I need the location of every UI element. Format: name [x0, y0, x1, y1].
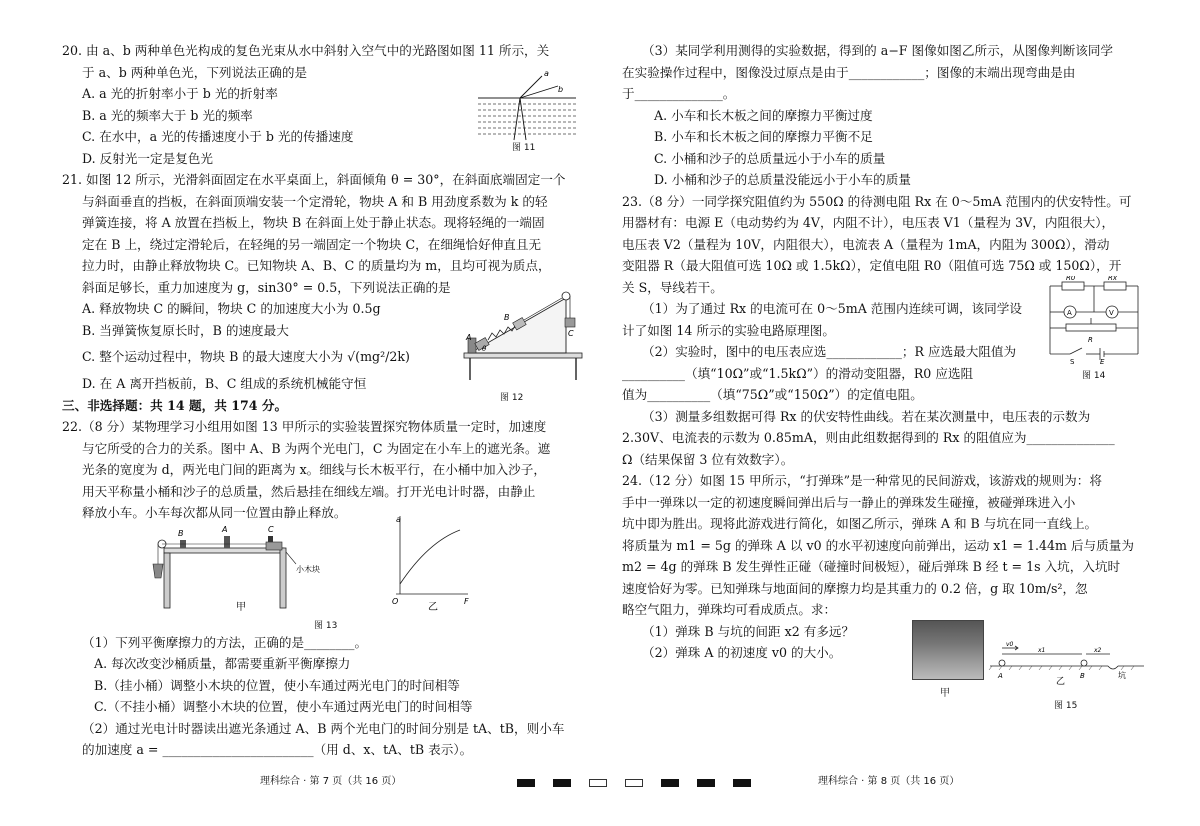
option-line: A. 释放物块 C 的瞬间，物块 C 的加速度大小为 0.5g: [82, 301, 381, 316]
text-line: Ω（结果保留 3 位有效数字）。: [622, 451, 794, 467]
fig13-axis-a: a: [396, 515, 401, 524]
mark-block: [517, 779, 535, 787]
text-line: 20. 由 a、b 两种单色光构成的复色光束从水中斜射入空气中的光路图如图 11 所示，关: [62, 43, 550, 58]
fig13-block-label: 小木块: [296, 565, 320, 574]
fig14-caption: 图 14: [1082, 371, 1106, 381]
print-marks: [508, 772, 760, 791]
option-line: B. 小车和长木板之间的摩擦力平衡不足: [654, 129, 873, 144]
fig12-label-a: A: [466, 333, 472, 342]
text-line: 定在 B 上，绕过定滑轮后，在轻绳的另一端固定一个物块 C，在细绳恰好伸直且无: [82, 236, 542, 252]
fig13-yi: 乙: [428, 602, 438, 612]
text-line: 的加速度 a = ________________________（用 d、x、tA、tB 表示）。: [82, 742, 473, 757]
mark-block: [589, 779, 607, 787]
text-line: 于______________。: [622, 86, 736, 101]
option-line: A. a 光的折射率小于 b 光的折射率: [82, 86, 278, 101]
option-line: D. 反射光一定是复色光: [82, 150, 213, 166]
fig11-caption: 图 11: [512, 143, 536, 153]
text-line: 用天平称量小桶和沙子的总质量，然后悬挂在细线左端。打开光电计时器，由静止: [82, 483, 536, 499]
option-line: D. 小桶和沙子的总质量没能远小于小车的质量: [654, 172, 911, 187]
fig12-caption: 图 12: [500, 393, 524, 403]
mark-block: [553, 779, 571, 787]
option-line: D. 在 A 离开挡板前，B、C 组成的系统机械能守恒: [82, 376, 367, 391]
text-line: 与它所受的合力的关系。图中 A、B 为两个光电门，C 为固定在小车上的遮光条。遮: [82, 440, 551, 456]
fig15-a: A: [998, 672, 1003, 680]
mark-block: [733, 779, 751, 787]
option-line: A. 小车和长木板之间的摩擦力平衡过度: [654, 107, 873, 123]
text-line: 与斜面垂直的挡板，在斜面顶端安装一个定滑轮，物块 A 和 B 用劲度系数为 k 的轻: [82, 193, 548, 209]
figure-12: [458, 278, 588, 386]
text-line: （1）下列平衡摩擦力的方法，正确的是________。: [82, 634, 368, 650]
text-line: 速度恰好为零。已知弹珠与地面间的摩擦力均是其重力的 0.2 倍，g 取 10m/s²，忽: [622, 580, 1088, 596]
fig13-label-a: A: [222, 525, 228, 534]
fig12-label-b: B: [504, 313, 510, 322]
page-footer-left: 理科综合 · 第 7 页（共 16 页）: [260, 776, 402, 787]
fig15-jia: 甲: [940, 688, 950, 699]
text-line: 坑中即为胜出。现将此游戏进行简化，如图乙所示，弹珠 A 和 B 与坑在同一直线上。: [622, 516, 1098, 531]
fig13-origin: O: [392, 597, 399, 606]
text-line: 光条的宽度为 d，两光电门间的距离为 x。细线与长木板平行，在小桶中加入沙子，: [82, 462, 546, 477]
fig13-axis-f: F: [464, 597, 469, 606]
text-line: 24.（12 分）如图 15 甲所示，“打弹珠”是一种常见的民间游戏，该游戏的规则为：将: [622, 473, 1102, 488]
text-line: 斜面足够长，重力加速度为 g，sin30° = 0.5，下列说法正确的是: [82, 279, 451, 295]
figure-15-diagram: [988, 640, 1148, 688]
option-line: A. 每次改变沙桶质量，都需要重新平衡摩擦力: [94, 656, 351, 671]
text-line: （2）弹珠 A 的初速度 v0 的大小。: [642, 645, 842, 660]
fig15-caption: 图 15: [1054, 701, 1078, 711]
text-line: 电压表 V2（量程为 10V，内阻很大），电流表 A（量程为 1mA，内阻为 300Ω），滑动: [622, 236, 1110, 252]
text-line: 22.（8 分）某物理学习小组用如图 13 甲所示的实验装置探究物体质量一定时，加速度: [62, 419, 547, 434]
fig13-jia: 甲: [236, 602, 246, 612]
text-line: 23.（8 分）一同学探究阻值约为 550Ω 的待测电阻 Rx 在 0～5mA 范围内的伏安特性。可: [622, 193, 1132, 209]
fig14-r: R: [1088, 336, 1093, 344]
fig15-x2: x2: [1094, 647, 1102, 654]
text-line: 弹簧连接，将 A 放置在挡板上，物块 B 在斜面上处于静止状态。现将轻绳的一端固: [82, 215, 545, 230]
text-line: （2）通过光电计时器读出遮光条通过 A、B 两个光电门的时间分别是 tA、tB，则小车: [82, 720, 565, 736]
fig15-yi: 乙: [1056, 677, 1066, 687]
mark-block: [661, 779, 679, 787]
text-line: 关 S，导线若干。: [622, 279, 723, 295]
fig12-label-c: C: [568, 329, 574, 338]
text-line: （3）测量多组数据可得 Rx 的伏安特性曲线。若在某次测量中，电压表的示数为: [642, 408, 1091, 424]
option-line: B. a 光的频率大于 b 光的频率: [82, 107, 253, 123]
fig13-label-b: B: [178, 529, 184, 538]
fig13-label-c: C: [268, 525, 274, 534]
text-line: 于 a、b 两种单色光，下列说法正确的是: [82, 64, 308, 80]
fig15-b: B: [1080, 672, 1085, 680]
option-line: C. 整个运动过程中，物块 B 的最大速度大小为 √(mg²/2k): [82, 349, 410, 364]
fig13-caption: 图 13: [314, 621, 338, 631]
figure-15-photo: [912, 620, 984, 680]
section-heading: 三、非选择题：共 14 题，共 174 分。: [62, 397, 288, 413]
text-line: 手中一弹珠以一定的初速度瞬间弹出后与一静止的弹珠发生碰撞，被碰弹珠进入小: [622, 494, 1076, 510]
fig14-r0: R0: [1066, 276, 1076, 282]
fig12-label-theta: θ: [482, 345, 487, 353]
text-line: 拉力时，由静止释放物块 C。已知物块 A、B、C 的质量均为 m，且均可视为质点，: [82, 258, 551, 273]
fig14-e: E: [1100, 358, 1105, 364]
fig15-x1: x1: [1038, 647, 1046, 654]
fig11-label-a: a: [544, 69, 549, 78]
text-line: 略空气阻力，弹珠均可看成质点。求：: [622, 602, 837, 617]
text-line: 释放小车。小车每次都从同一位置由静止释放。: [82, 505, 347, 520]
fig14-rx: Rx: [1108, 276, 1118, 282]
fig14-a: A: [1067, 309, 1072, 317]
fig15-pit: 坑: [1118, 671, 1126, 680]
option-line: C.（不挂小桶）调整小木块的位置，使小车通过两光电门的时间相等: [94, 699, 473, 714]
text-line: 在实验操作过程中，图像没过原点是由于____________；图像的末端出现弯曲是由: [622, 64, 1076, 80]
mark-block: [697, 779, 715, 787]
text-line: 计了如图 14 所示的实验电路原理图。: [622, 322, 835, 338]
text-line: 用器材有：电源 E（电动势约为 4V，内阻不计），电压表 V1（量程为 3V，内阻很大），: [622, 215, 1115, 230]
fig11-label-b: b: [558, 85, 564, 94]
page-footer-right: 理科综合 · 第 8 页（共 16 页）: [818, 776, 960, 787]
text-line: 将质量为 m1 = 5g 的弹珠 A 以 v0 的水平初速度向前弹出，运动 x1 = 1.44m 后与质量为: [622, 537, 1134, 553]
option-line: B. 当弹簧恢复原长时，B 的速度最大: [82, 322, 289, 338]
text-line: （1）为了通过 Rx 的电流可在 0～5mA 范围内连续可调，该同学设: [642, 301, 1022, 316]
text-line: （3）某同学利用测得的实验数据，得到的 a−F 图像如图乙所示，从图像判断该同学: [642, 43, 1114, 58]
text-line: 值为__________（填“75Ω”或“150Ω”）的定值电阻。: [622, 387, 923, 402]
text-line: （1）弹珠 B 与坑的间距 x2 有多远？: [642, 623, 855, 639]
option-line: C. 在水中，a 光的传播速度小于 b 光的传播速度: [82, 129, 354, 144]
text-line: 变阻器 R（最大阻值可选 10Ω 或 1.5kΩ），定值电阻 R0（阻值可选 75Ω 或 150Ω），开: [622, 258, 1122, 273]
figure-13: [150, 512, 480, 612]
option-line: B.（挂小桶）调整小木块的位置，使小车通过两光电门的时间相等: [94, 677, 460, 693]
mark-block: [625, 779, 643, 787]
text-line: 2.30V、电流表的示数为 0.85mA，则由此组数据得到的 Rx 的阻值应为______________: [622, 430, 1115, 445]
option-line: C. 小桶和沙子的总质量远小于小车的质量: [654, 150, 886, 166]
text-line: 21. 如图 12 所示，光滑斜面固定在水平桌面上，斜面倾角 θ = 30°，在斜面底端固定一个: [62, 172, 566, 187]
text-line: （2）实验时，图中的电压表应选____________；R 应选最大阻值为: [642, 344, 1017, 359]
text-line: m2 = 4g 的弹珠 B 发生弹性正碰（碰撞时间极短），碰后弹珠 B 经 t = 1s 入坑，入坑时: [622, 559, 1121, 574]
figure-14: [1046, 276, 1142, 364]
fig14-s: S: [1070, 358, 1075, 364]
text-line: __________（填“10Ω”或“1.5kΩ”）的滑动变阻器，R0 应选阻: [622, 365, 974, 381]
fig14-v: V: [1109, 309, 1114, 317]
fig15-v0: v0: [1006, 641, 1014, 648]
